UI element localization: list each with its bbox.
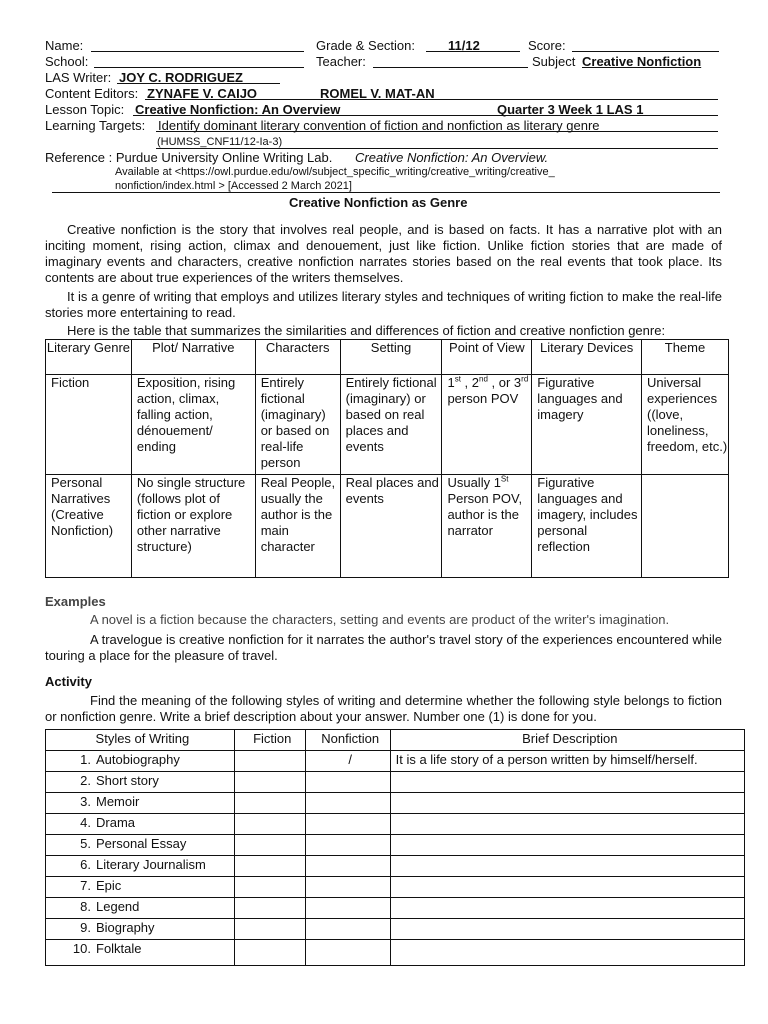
- example-travelogue: A travelogue is creative nonfiction for it narrates the author's travel story of the experiences encountered while touring a place for the pleasure of travel.: [45, 632, 722, 663]
- activity-header-nonfiction: Nonfiction: [305, 730, 390, 751]
- nonfiction-setting: Real places and events: [340, 475, 442, 578]
- nonfiction-characters: Real People, usually the author is the main character: [255, 475, 340, 578]
- targets-value: Identify dominant literary convention of fiction and nonfiction as literary genre: [158, 118, 600, 133]
- style-cell: 2. Short story: [46, 772, 235, 793]
- topic-underline: [133, 115, 718, 116]
- nonfiction-devices: Figurative languages and imagery, includes personal reflection: [532, 475, 642, 578]
- score-blank[interactable]: [572, 51, 719, 52]
- fiction-answer-cell[interactable]: [234, 814, 305, 835]
- nonfiction-theme: [642, 475, 729, 578]
- reference-title: Creative Nonfiction: An Overview.: [355, 150, 549, 165]
- nonfiction-answer-cell[interactable]: [305, 898, 390, 919]
- activity-header-fiction: Fiction: [234, 730, 305, 751]
- activity-header-style: Styles of Writing: [46, 730, 235, 751]
- description-answer-cell[interactable]: [390, 856, 744, 877]
- activity-header-description: Brief Description: [390, 730, 744, 751]
- fiction-answer-cell[interactable]: [234, 898, 305, 919]
- fiction-answer-cell[interactable]: [234, 772, 305, 793]
- description-answer-cell[interactable]: [390, 940, 744, 966]
- school-label: School:: [45, 54, 89, 69]
- header-plot: Plot/ Narrative: [131, 340, 255, 375]
- grade-value: 11/12: [448, 38, 480, 53]
- activity-row: [46, 856, 745, 877]
- style-cell: 6. Literary Journalism: [46, 856, 235, 877]
- description-answer-cell[interactable]: It is a life story of a person written by himself/herself.: [390, 751, 744, 772]
- nonfiction-row: [46, 475, 729, 578]
- nonfiction-answer-cell[interactable]: [305, 877, 390, 898]
- fiction-answer-cell[interactable]: [234, 835, 305, 856]
- intro-paragraph: Creative nonfiction is the story that involves real people, and is based on facts. It has a narrative plot with an inciting moment, rising action, climax and denouement, just like fiction. Unlike fiction stories that are made of imaginary events and characters, creative nonfiction narrates stories based on the real events that took place. Its contents are about true experiences of the writers themselves.: [45, 222, 722, 285]
- header-genre: Literary Genre: [46, 340, 132, 375]
- writer-value: JOY C. RODRIGUEZ: [119, 70, 244, 85]
- genre-paragraph: It is a genre of writing that employs and utilizes literary styles and techniques of writing fiction to make the real-life stories more entertaining to read.: [45, 289, 722, 320]
- activity-row: [46, 793, 745, 814]
- targets-label: Learning Targets:: [45, 118, 146, 133]
- fiction-answer-cell[interactable]: [234, 793, 305, 814]
- nonfiction-answer-cell[interactable]: /: [305, 751, 390, 772]
- nonfiction-answer-cell[interactable]: [305, 793, 390, 814]
- subject-label: Subject: [532, 54, 576, 69]
- description-answer-cell[interactable]: [390, 814, 744, 835]
- topic-label: Lesson Topic:: [45, 102, 125, 117]
- description-answer-cell[interactable]: [390, 793, 744, 814]
- examples-heading: Examples: [45, 594, 106, 609]
- description-answer-cell[interactable]: [390, 877, 744, 898]
- writer-label: LAS Writer:: [45, 70, 112, 85]
- style-cell: 8. Legend: [46, 898, 235, 919]
- nonfiction-answer-cell[interactable]: [305, 919, 390, 940]
- description-answer-cell[interactable]: [390, 898, 744, 919]
- reference-available-2: nonfiction/index.html > [Accessed 2 March 2021]: [115, 180, 352, 192]
- nonfiction-answer-cell[interactable]: [305, 835, 390, 856]
- reference-available-1: Available at <https://owl.purdue.edu/owl/subject_specific_writing/creative_writing/creative_: [115, 166, 555, 178]
- score-label: Score:: [528, 38, 566, 53]
- nonfiction-genre: Personal Narratives (Creative Nonfiction): [46, 475, 132, 578]
- fiction-theme: Universal experiences ((love, loneliness, freedom, etc.): [642, 375, 729, 475]
- header-pov: Point of View: [442, 340, 532, 375]
- nonfiction-answer-cell[interactable]: [305, 772, 390, 793]
- activity-row: [46, 940, 745, 966]
- style-cell: 9. Biography: [46, 919, 235, 940]
- style-cell: 4. Drama: [46, 814, 235, 835]
- teacher-label: Teacher:: [316, 54, 366, 69]
- nonfiction-plot: No single structure (follows plot of fiction or explore other narrative structure): [131, 475, 255, 578]
- fiction-devices: Figurative languages and imagery: [532, 375, 642, 475]
- editors-label: Content Editors:: [45, 86, 139, 101]
- fiction-characters: Entirely fictional (imaginary) or based on real-life person: [255, 375, 340, 475]
- editor-one: ZYNAFE V. CAIJO: [147, 86, 258, 101]
- teacher-blank[interactable]: [373, 67, 528, 68]
- fiction-row: [46, 375, 729, 475]
- header-theme: Theme: [642, 340, 729, 375]
- header-setting: Setting: [340, 340, 442, 375]
- targets-code: (HUMSS_CNF11/12-Ia-3): [157, 136, 283, 148]
- fiction-plot: Exposition, rising action, climax, falling action, dénouement/ ending: [131, 375, 255, 475]
- activity-row: [46, 772, 745, 793]
- grade-label: Grade & Section:: [316, 38, 415, 53]
- reference-underline: [52, 192, 720, 193]
- activity-row: [46, 835, 745, 856]
- style-cell: 3. Memoir: [46, 793, 235, 814]
- subject-value: Creative Nonfiction: [582, 54, 702, 69]
- description-answer-cell[interactable]: [390, 772, 744, 793]
- activity-row: [46, 898, 745, 919]
- header-characters: Characters: [255, 340, 340, 375]
- reference-label: Reference : Purdue University Online Writing Lab.: [45, 150, 333, 165]
- fiction-answer-cell[interactable]: [234, 877, 305, 898]
- style-cell: 5. Personal Essay: [46, 835, 235, 856]
- activity-header-row: [46, 730, 745, 751]
- nonfiction-answer-cell[interactable]: [305, 814, 390, 835]
- writer-underline: [117, 83, 280, 84]
- targets-underline: [156, 131, 718, 132]
- fiction-pov: 1st , 2nd , or 3rd person POV: [442, 375, 532, 475]
- quarter-label: Quarter 3 Week 1 LAS 1: [497, 102, 644, 117]
- targets-code-underline: [156, 148, 718, 149]
- fiction-answer-cell[interactable]: [234, 751, 305, 772]
- activity-row: [46, 877, 745, 898]
- description-answer-cell[interactable]: [390, 835, 744, 856]
- comparison-table: [45, 339, 729, 578]
- fiction-answer-cell[interactable]: [234, 940, 305, 966]
- nonfiction-pov: Usually 1St Person POV, author is the narrator: [442, 475, 532, 578]
- fiction-answer-cell[interactable]: [234, 919, 305, 940]
- style-cell: 10. Folktale: [46, 940, 235, 966]
- topic-value: Creative Nonfiction: An Overview: [135, 102, 341, 117]
- table-intro-paragraph: Here is the table that summarizes the similarities and differences of fiction and creative nonfiction genre:: [67, 323, 666, 338]
- activity-instructions: Find the meaning of the following styles of writing and determine whether the following style belongs to fiction or nonfiction genre. Write a brief description about your answer. Number one (1) is done for you.: [45, 693, 722, 724]
- school-blank[interactable]: [94, 67, 304, 68]
- nonfiction-answer-cell[interactable]: [305, 856, 390, 877]
- activity-heading: Activity: [45, 674, 92, 689]
- editors-underline: [145, 99, 718, 100]
- fiction-genre: Fiction: [46, 375, 132, 475]
- fiction-setting: Entirely fictional (imaginary) or based on real places and events: [340, 375, 442, 475]
- header-devices: Literary Devices: [532, 340, 642, 375]
- activity-row: [46, 751, 745, 772]
- example-novel: A novel is a fiction because the characters, setting and events are product of the writer's imagination.: [90, 612, 670, 627]
- style-cell: 7. Epic: [46, 877, 235, 898]
- description-answer-cell[interactable]: [390, 919, 744, 940]
- activity-row: [46, 919, 745, 940]
- editor-two: ROMEL V. MAT-AN: [320, 86, 435, 101]
- comparison-header-row: [46, 340, 729, 375]
- fiction-answer-cell[interactable]: [234, 856, 305, 877]
- activity-row: [46, 814, 745, 835]
- style-cell: 1. Autobiography: [46, 751, 235, 772]
- name-label: Name:: [45, 38, 84, 53]
- activity-table: [45, 729, 745, 966]
- name-blank[interactable]: [91, 51, 304, 52]
- section-title: Creative Nonfiction as Genre: [289, 195, 468, 210]
- nonfiction-answer-cell[interactable]: [305, 940, 390, 966]
